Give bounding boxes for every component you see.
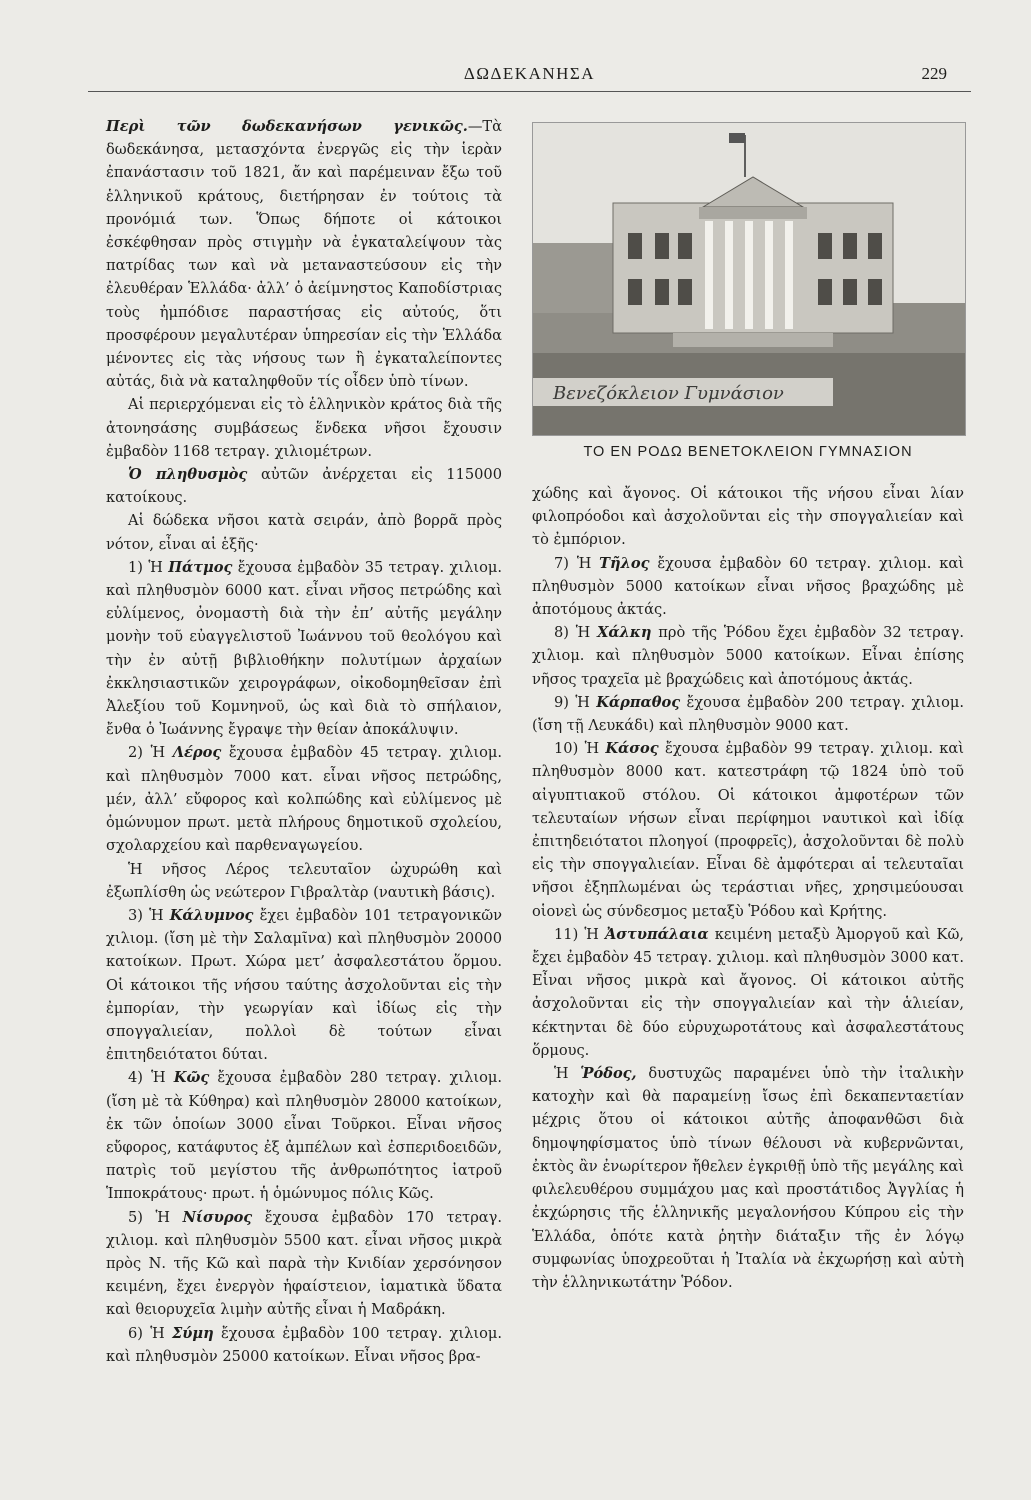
paragraph	[106, 463, 502, 509]
paragraph: Αἱ δώδεκα νῆσοι κατὰ σειράν, ἀπὸ βορρᾶ πρὸς νότον, εἶναι αἱ ἑξῆς·	[106, 512, 502, 553]
island-name: Κῶς	[173, 1069, 210, 1087]
left-column	[106, 115, 502, 1368]
entry-number: 6) Ἡ	[128, 1324, 172, 1342]
island-list-left	[106, 556, 502, 1368]
island-entry	[106, 741, 502, 857]
entry-text: ἔχουσα ἐμβαδὸν 170 τετραγ. χιλιομ. καὶ πληθυσμὸν 5500 κατ. εἶναι νῆσος μικρὰ πρὸς Ν. τῆς Κῶ καὶ παρὰ τὴν Κνιδίαν χερσόνησον κειμένη, ἔχει ἐνεργὸν ἡφαίστειον, ἰαματικὰ ὕδατα καὶ θειορυχεῖα λιμὴν αὐτῆς εἶναι ἡ Μαδράκη.	[106, 1208, 502, 1319]
entry-number: 3) Ἡ	[128, 906, 170, 924]
island-list-right	[532, 552, 964, 1295]
entry-number: 2) Ἡ	[128, 744, 173, 762]
entry-text: ἔχει ἐμβαδὸν 101 τετραγονικῶν χιλιομ. (ἴση μὲ τὴν Σαλαμῖνα) καὶ πληθυσμὸν 20000 κατοίκων. Πρωτ. Χώρα μετ’ ἀσφαλεστάτου ὅρμου. Οἱ κάτοικοι τῆς νήσου ταύτης ἀσχολοῦνται εἰς τὴν ἐμπορίαν, τὴν γεωργίαν καὶ ἰδίως εἰς τὴν σπογγαλιείαν, πολλοὶ δὲ τούτων εἶναι ἐπιτηδειότατοι δύται.	[106, 906, 502, 1064]
entry-text: ἔχουσα ἐμβαδὸν 60 τετραγ. χιλιομ. καὶ πληθυσμὸν 5000 κατοίκων εἶναι νῆσος βραχώδης μὲ ἀποτόμους ἀκτάς.	[532, 554, 964, 619]
island-entry	[532, 691, 964, 737]
entry-text: ἔχουσα ἐμβαδὸν 200 τετραγ. χιλιομ. (ἴση τῇ Λευκάδι) καὶ πληθυσμὸν 9000 κατ.	[532, 693, 964, 735]
intro-text: —Τὰ δωδεκάνησα, μετασχόντα ἐνεργῶς εἰς τὴν ἱερὰν ἐπανάστασιν τοῦ 1821, ἄν καὶ παρέμειναν ἔξω τοῦ ἑλληνικοῦ κράτους, διετήρησαν ἐν τούτοις τὰ προνόμιά των. Ὅπως δήποτε οἱ κάτοικοι ἐσκέφθησαν πρὸς στιγμὴν νὰ ἐγκαταλείψουν τὰς πατρίδας των καὶ νὰ μεταναστεύσουν εἰς τὴν ἐλευθέραν Ἑλλάδα· ἀλλ’ ὁ ἀείμνηστος Καποδίστριας τοὺς ἠμπόδισε παραστήσας εἰς αὐτούς, ὅτι προσφέρουν μεγαλυτέραν ὑπηρεσίαν εἰς τὴν Ἑλλάδα μένοντες εἰς τὰς νήσους των ἢ ἐγκαταλείποντες αὐτάς, διὰ νὰ καταληφθοῦν τίς οἶδεν ὑπὸ τίνων.	[106, 118, 502, 391]
island-entry	[106, 904, 502, 1066]
gymnasium-photo	[532, 122, 966, 436]
island-name: Σύμη	[171, 1324, 214, 1342]
photo-inscription: Βενεζόκλειον Γυμνάσιον	[553, 383, 784, 404]
entry-number: 10) Ἡ	[554, 740, 606, 758]
building-illustration	[533, 123, 965, 435]
entry-number: Ἡ	[554, 1065, 581, 1083]
entry-text: ἔχουσα ἐμβαδὸν 35 τετραγ. χιλιομ. καὶ πληθυσμὸν 6000 κατ. εἶναι νῆσος πετρώδης καὶ εὐλίμενος, ὀνομαστὴ διὰ τὴν ἐπ’ αὐτῆς μεγάλην μονὴν τοῦ εὐαγγελιστοῦ Ἰωάννου τοῦ θεολόγου καὶ τὴν ἐν αὐτῇ βιβλιοθήκην πολυτίμων ἀρχαίων ἐκκλησιαστικῶν χειρογράφων, οἰκοδομηθεῖσαν ἐπὶ Ἀλεξίου τοῦ Κομνηνοῦ, ὡς καὶ διὰ τὸ σπήλαιον, ἔνθα ὁ Ἰωάννης ἔγραψε τὴν θείαν ἀποκάλυψιν.	[106, 558, 502, 739]
intro-paragraph	[106, 115, 502, 393]
island-entry	[532, 1062, 964, 1294]
entry-number: 4) Ἡ	[128, 1069, 174, 1087]
entry-text: ἔχουσα ἐμβαδὸν 100 τετραγ. χιλιομ. καὶ πληθυσμὸν 25000 κατοίκων. Εἶναι νῆσος βρα-	[106, 1324, 502, 1365]
island-name: Πάτμος	[168, 558, 233, 576]
continuation-paragraph: χώδης καὶ ἄγονος. Οἱ κάτοικοι τῆς νήσου εἶναι λίαν φιλοπρόοδοι καὶ ἀσχολοῦνται εἰς τὴν σπογγαλιείαν καὶ τὸ ἐμπόριον.	[532, 485, 964, 549]
island-entry	[532, 552, 964, 622]
island-name: Τῆλος	[599, 554, 650, 572]
island-name: Νίσυρος	[182, 1208, 253, 1226]
entry-text: Ἡ νῆσος Λέρος τελευταῖον ὠχυρώθη καὶ ἐξωπλίσθη ὡς νεώτερον Γιβραλτὰρ (ναυτικὴ βάσις).	[106, 860, 502, 901]
island-name: Ἀστυπάλαια	[604, 925, 709, 943]
entry-number: 1) Ἡ	[128, 558, 169, 576]
island-name: Ῥόδος,	[580, 1065, 637, 1083]
island-entry	[106, 1322, 502, 1368]
entry-number: 8) Ἡ	[554, 624, 598, 642]
entry-text: πρὸ τῆς Ῥόδου ἔχει ἐμβαδὸν 32 τετραγ. χιλιομ. καὶ πληθυσμὸν 5000 κατοίκων. Εἶναι ἐπίσης νῆσος τραχεῖα μὲ βραχώδεις καὶ ἀποτόμους ἀκτάς.	[532, 624, 964, 688]
entry-text: δυστυχῶς παραμένει ὑπὸ τὴν ἰταλικὴν κατοχὴν καὶ θὰ παραμείνῃ ἴσως ἐπὶ δεκαπενταετίαν μέχρις ὅτου οἱ κάτοικοι αὐτῆς ἀποφανθῶσι διὰ δημοψηφίσματος ὑπὸ τίνων θέλουσι νὰ κυβερνῶνται, ἐκτὸς ἂν ἐνωρίτερον ἤθελεν ἐγκριθῇ ὑπὸ τῆς μεγάλης καὶ φιλελευθέρου συμμάχου μας καὶ προστάτιδος Ἀγγλίας ἡ ἐκχώρησις τῆς ἑλληνικῆς μεγαλονήσου Κύπρου εἰς τὴν Ἑλλάδα, ὁπότε κατὰ ῥητὴν διάταξιν τῆς ἐν λόγῳ συμφωνίας ὑποχρεοῦται ἡ Ἰταλία νὰ ἐκχωρήσῃ καὶ αὐτὴ τὴν ἑλληνικωτάτην Ῥόδον.	[532, 1065, 964, 1291]
header-rule	[88, 91, 971, 92]
island-name: Κάρπαθος	[596, 693, 681, 711]
population-text: αὐτῶν ἀνέρχεται εἰς 115000 κατοίκους.	[106, 466, 502, 507]
entry-number: 11) Ἡ	[554, 925, 605, 943]
entry-number: 5) Ἡ	[128, 1208, 183, 1226]
island-name: Χάλκη	[597, 624, 652, 642]
island-entry	[106, 556, 502, 742]
section-heading: Περὶ τῶν δωδεκανήσων γενικῶς.	[106, 118, 468, 135]
island-name: Λέρος	[172, 744, 222, 762]
paragraph: Αἱ περιερχόμεναι εἰς τὸ ἑλληνικὸν κράτος διὰ τῆς ἀτονησάσης συμβάσεως ἕνδεκα νῆσοι ἔχουσιν ἐμβαδὸν 1168 τετραγ. χιλιομέτρων.	[106, 396, 502, 460]
island-entry	[106, 858, 502, 904]
island-name: Κάσος	[605, 740, 659, 758]
island-entry	[532, 737, 964, 923]
entry-number: 9) Ἡ	[554, 693, 597, 711]
entry-text: κειμένη μεταξὺ Ἀμοργοῦ καὶ Κῶ, ἔχει ἐμβαδὸν 45 τετραγ. χιλιομ. καὶ πληθυσμὸν 3000 κατ. Εἶναι νῆσος μικρὰ καὶ ἄγονος. Οἱ κάτοικοι αὐτῆς ἀσχολοῦνται εἰς τὴν σπογγαλιείαν καὶ τὴν ἁλιείαν, κέκτηνται δὲ δύο εὐρυχωροτάτους καὶ ἀσφαλεστάτους ὅρμους.	[532, 925, 964, 1059]
figure-caption: ΤΟ ΕΝ ΡΟΔΩ ΒΕΝΕΤΟΚΛΕΙΟΝ ΓΥΜΝΑΣΙΟΝ	[583, 444, 913, 460]
entry-text: ἔχουσα ἐμβαδὸν 280 τετραγ. χιλιομ. (ἴση μὲ τὰ Κύθηρα) καὶ πληθυσμὸν 28000 κατοίκων, ἐκ τῶν ὁποίων 3000 εἶναι Τοῦρκοι. Εἶναι νῆσος εὔφορος, κατάφυτος ἐξ ἀμπέλων καὶ ἐσπεριδοειδῶν, πατρὶς τοῦ μεγίστου τῆς ἀνθρωπότητος ἰατροῦ Ἱπποκράτους· πρωτ. ἡ ὁμώνυμος πόλις Κῶς.	[106, 1069, 502, 1203]
island-entry	[106, 1206, 502, 1322]
entry-text: ἔχουσα ἐμβαδὸν 45 τετραγ. χιλιομ. καὶ πληθυσμὸν 7000 κατ. εἶναι νῆσος πετρώδης, μέν, ἀλλ’ εὔφορος καὶ κολπώδης καὶ εὐλίμενος μὲ ὁμώνυμον πρωτ. μετὰ πλήρους δημοτικοῦ σχολείου, σχολαρχείου καὶ παρθεναγωγείου.	[106, 744, 502, 855]
island-entry	[532, 621, 964, 691]
population-label: Ὁ πληθυσμὸς	[128, 466, 248, 484]
island-name: Κάλυμνος	[169, 906, 254, 924]
right-column	[532, 482, 964, 1294]
island-entry	[106, 1066, 502, 1205]
running-title: ΔΩΔΕΚΑΝΗΣΑ	[463, 64, 596, 83]
page-number: 229	[921, 64, 947, 83]
entry-number: 7) Ἡ	[554, 554, 600, 572]
page-header	[88, 64, 971, 94]
island-entry	[532, 923, 964, 1062]
entry-text: ἔχουσα ἐμβαδὸν 99 τετραγ. χιλιομ. καὶ πληθυσμὸν 8000 κατ. κατεστράφη τῷ 1824 ὑπὸ τοῦ αἰγυπτιακοῦ στόλου. Οἱ κάτοικοι ἀμφοτέρων τῶν τελευταίων νήσων εἶναι περίφημοι ναυτικοὶ καὶ ἰδίᾳ ἐπιτηδειότατοι πλοηγοί (προφρεῖς), ἀσχολοῦνται δὲ πολὺ εἰς τὴν σπογγαλιείαν. Εἶναι δὲ ἀμφότεραι αἱ τελευταῖαι νῆσοι ἐξηπλωμέναι ὡς τεράστιαι νῆες, χρησιμεύουσαι οἱονεὶ ὡς σύνδεσμος μεταξὺ Ῥόδου καὶ Κρήτης.	[532, 740, 964, 920]
